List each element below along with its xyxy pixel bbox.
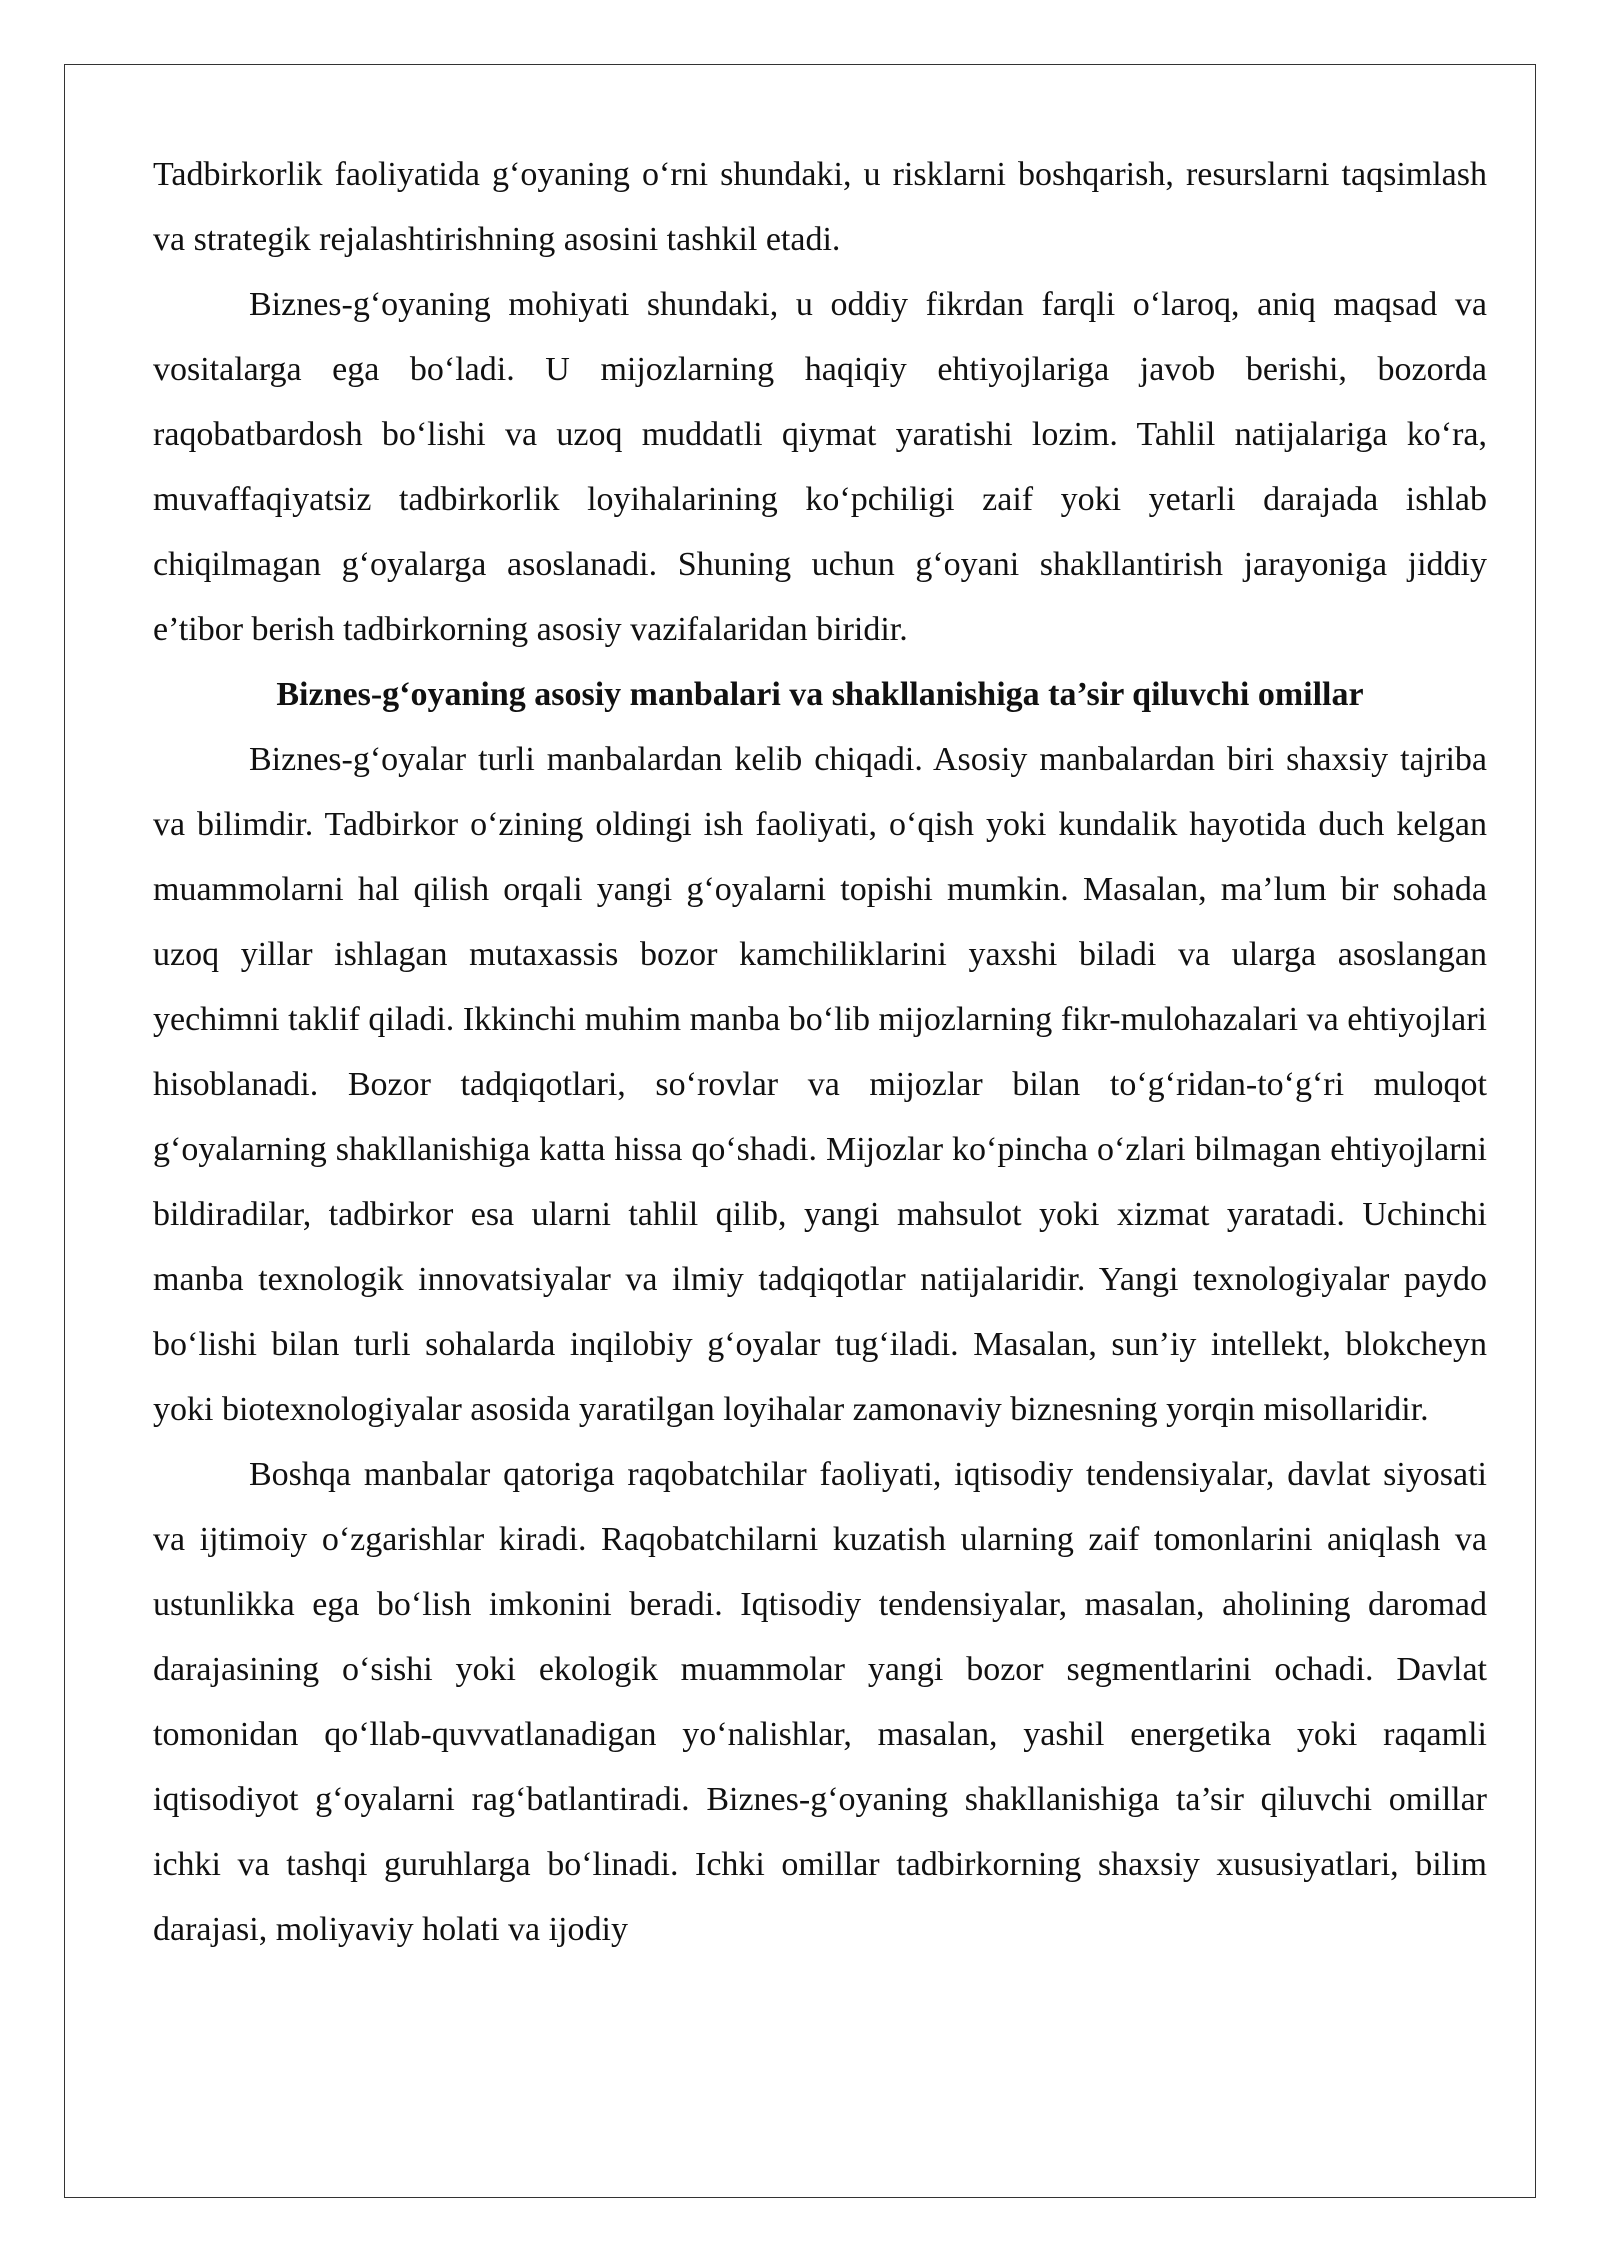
paragraph-intro: Tadbirkorlik faoliyatida g‘oyaning o‘rni shundaki, u risklarni boshqarish, resurslarni taqsimlash va strategik rejalashtirishning asosini tashkil etadi. [153, 156, 1487, 258]
paragraph-sources: Biznes-g‘oyalar turli manbalardan kelib chiqadi. Asosiy manbalardan biri shaxsiy tajriba va bilimdir. Tadbirkor o‘zining oldingi ish faoliyati, o‘qish yoki kundalik hayotida duch kelgan muammolarni hal qilish orqali yangi g‘oyalarni topishi mumkin. Masalan, ma’lum bir sohada uzoq yillar ishlagan mutaxassis bozor kamchiliklarini yaxshi biladi va ularga asoslangan yechimni taklif qiladi. Ikkinchi muhim manba bo‘lib mijozlarning fikr-mulohazalari va ehtiyojlari hisoblanadi. Bozor tadqiqotlari, so‘rovlar va mijozlar bilan to‘g‘ridan-to‘g‘ri muloqot g‘oyalarning shakllanishiga katta hissa qo‘shadi. Mijozlar ko‘pincha o‘zlari bilmagan ehtiyojlarni bildiradilar, tadbirkor esa ularni tahlil qilib, yangi mahsulot yoki xizmat yaratadi. Uchinchi manba texnologik innovatsiyalar va ilmiy tadqiqotlar natijalaridir. Yangi texnologiyalar paydo bo‘lishi bilan turli sohalarda inqilobiy g‘oyalar tug‘iladi. Masalan, sun’iy intellekt, blokcheyn yoki biotexnologiyalar asosida yaratilgan loyihalar zamonaviy biznesning yorqin misollaridir. [153, 741, 1487, 1428]
document-body [153, 142, 1487, 1962]
paragraph-essence: Biznes-g‘oyaning mohiyati shundaki, u oddiy fikrdan farqli o‘laroq, aniq maqsad va vositalarga ega bo‘ladi. U mijozlarning haqiqiy ehtiyojlariga javob berishi, bozorda raqobatbardosh bo‘lishi va uzoq muddatli qiymat yaratishi lozim. Tahlil natijalariga ko‘ra, muvaffaqiyatsiz tadbirkorlik loyihalarining ko‘pchiligi zaif yoki yetarli darajada ishlab chiqilmagan g‘oyalarga asoslanadi. Shuning uchun g‘oyani shakllantirish jarayoniga jiddiy e’tibor berish tadbirkorning asosiy vazifalaridan biridir. [153, 286, 1487, 648]
paragraph-other-sources: Boshqa manbalar qatoriga raqobatchilar faoliyati, iqtisodiy tendensiyalar, davlat siyosati va ijtimoiy o‘zgarishlar kiradi. Raqobatchilarni kuzatish ularning zaif tomonlarini aniqlash va ustunlikka ega bo‘lish imkonini beradi. Iqtisodiy tendensiyalar, masalan, aholining daromad darajasining o‘sishi yoki ekologik muammolar yangi bozor segmentlarini ochadi. Davlat tomonidan qo‘llab-quvvatlanadigan yo‘nalishlar, masalan, yashil energetika yoki raqamli iqtisodiyot g‘oyalarni rag‘batlantiradi. Biznes-g‘oyaning shakllanishiga ta’sir qiluvchi omillar ichki va tashqi guruhlarga bo‘linadi. Ichki omillar tadbirkorning shaxsiy xususiyatlari, bilim darajasi, moliyaviy holati va ijodiy [153, 1456, 1487, 1948]
section-heading: Biznes-g‘oyaning asosiy manbalari va shakllanishiga ta’sir qiluvchi omillar [276, 676, 1364, 713]
